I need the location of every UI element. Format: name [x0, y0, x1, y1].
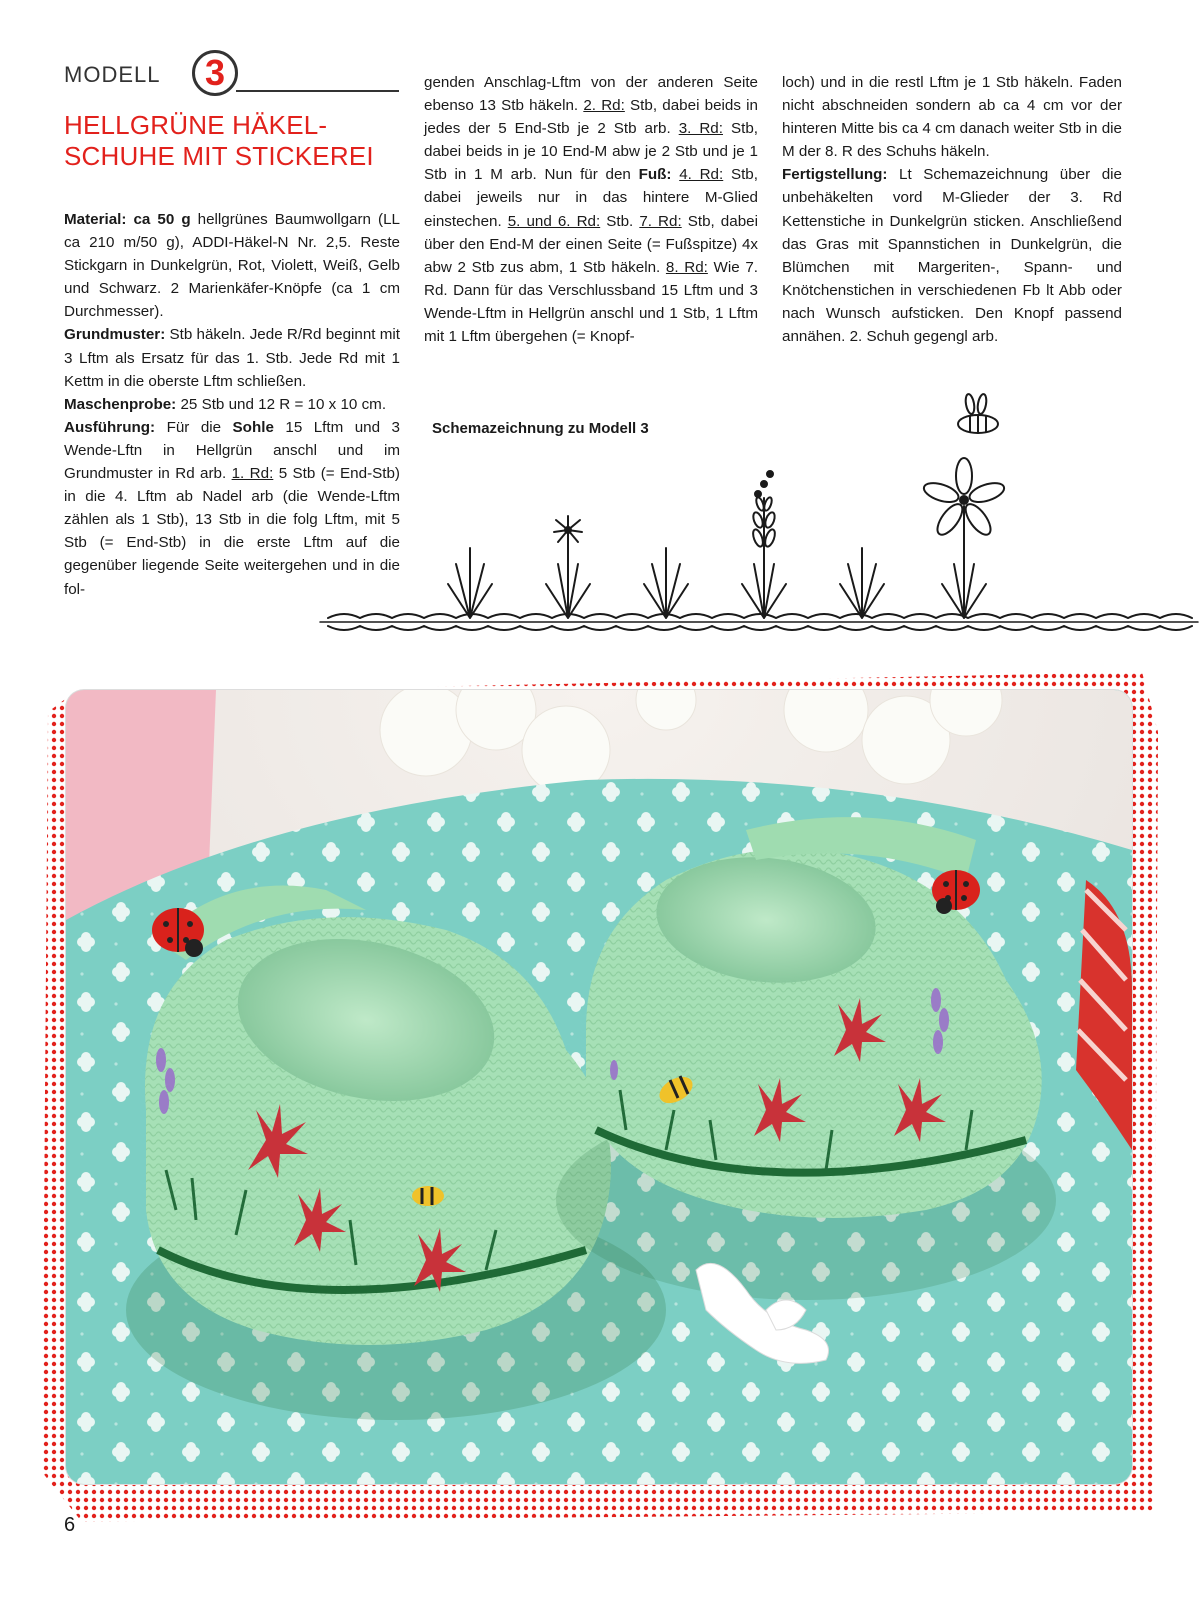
- col2-text-g: Stb, dabei über den End-M der einen Seite (= Fußspitze) 4x abw 2 Stb zus abm, 1 Stb häkeln.: [424, 212, 758, 276]
- rd1-text: 5 Stb (= End-Stb) in die 4. Lftm ab Nadel arb (die Wende-Lftm zählen als 1 Stb), 13 Stb in die folg Lftm, mit 5 Stb (= End-Stb) in die erste Lftm auf die gegenüber liegende Seite weitergehen und in die fol-: [64, 465, 400, 598]
- title-line-1: HELLGRÜNE HÄKEL-: [64, 110, 328, 140]
- maschenprobe-text: 25 Stb und 12 R = 10 x 10 cm.: [176, 395, 387, 413]
- modell-header: [64, 50, 399, 96]
- ausfuehrung-text-b: 15 Lftm und 3 Wende-Lftn in Hellgrün anschl und im Grundmuster in Rd arb.: [64, 418, 400, 483]
- ausfuehrung-text-a: Für die: [155, 418, 233, 436]
- rd8-label: 8. Rd:: [665, 258, 708, 276]
- col2-text-f: Stb.: [600, 212, 640, 230]
- rd2-label: 2. Rd:: [583, 97, 625, 115]
- col3-text-a: loch) und in die restl Lftm je 1 Stb häkeln. Faden nicht abschneiden sondern ab ca 4 cm vor der hinteren Mitte bis ca 4 cm danach weiter Stb in die M der 8. R des Schuhs häkeln.: [782, 74, 1122, 161]
- col2-text-h: Wie 7. Rd. Dann für das Verschlussband 15 Lftm und 3 Wende-Lftm in Hellgrün anschl und 1 Stb, 1 Lftm mit 1 Lftm übergehen (= Knopf-: [424, 258, 758, 346]
- title-line-2: SCHUHE MIT STICKEREI: [64, 141, 374, 171]
- rd56-label: 5. und 6. Rd:: [507, 212, 601, 230]
- col3-text-b: Lt Schemazeichnung über die unbehäkelten vord M-Glieder der 3. Rd Kettenstiche in Dunkelgrün sticken. Anschließend das Gras mit Spannstichen in Dunkelgrün, die Blümchen mit Margeriten-, Spann- und Knötchenstichen in verschiedenen Fb lt Abb oder nach Wunsch aufsticken. Den Knopf passend annähen. 2. Schuh gegengl arb.: [782, 166, 1122, 346]
- rd7-label: 7. Rd:: [639, 212, 682, 230]
- col2-text-c: Stb, dabei beids in je 10 End-M abw je 2 Stb und je 1 Stb in 1 M arb. Nun für den: [424, 120, 758, 184]
- grundmuster-paragraph: [64, 323, 400, 392]
- fertig-label: Fertigstellung:: [782, 166, 888, 184]
- col2-paragraph: [424, 71, 758, 348]
- product-photo: [66, 690, 1132, 1484]
- lavender-icon: [751, 471, 777, 558]
- text-column-2: [424, 71, 758, 348]
- fertig-paragraph: [782, 163, 1122, 348]
- material-text: hellgrünes Baumwollgarn (LL ca 210 m/50 g), ADDI-Häkel-N Nr. 2,5. Reste Stickgarn in Dunkelgrün, Rot, Violett, Weiß, Gelb und Schwarz. 2 Marienkäfer-Knöpfe (ca 1 cm Durchmesser).: [64, 211, 400, 321]
- material-paragraph: [64, 208, 400, 323]
- material-label: Material: ca 50 g: [64, 211, 191, 228]
- col2-text-e: Stb, dabei jeweils nur in das hintere M-Glied einstechen.: [424, 166, 758, 230]
- rd3-label: 3. Rd:: [678, 120, 723, 138]
- col2-text-a: genden Anschlag-Lftm von der anderen Seite ebenso 13 Stb häkeln.: [424, 74, 758, 115]
- fuss-label: Fuß:: [638, 166, 672, 184]
- text-column-3: [782, 71, 1122, 348]
- page-number: 6: [64, 1514, 76, 1536]
- col3-paragraph-a: [782, 71, 1122, 163]
- grass-tufts: [448, 548, 986, 618]
- modell-label: MODELL: [64, 62, 161, 87]
- flower-icon: [922, 458, 1007, 558]
- grundmuster-text: Stb häkeln. Jede R/Rd beginnt mit 3 Lftm als Ersatz für das 1. Stb. Jede Rd mit 1 Kettm in die oberste Lftm schließen.: [64, 326, 400, 390]
- bee-embroidery-left: [412, 1186, 444, 1206]
- rd4-label: 4. Rd:: [679, 166, 724, 184]
- page-title: [64, 110, 404, 172]
- crochet-shoes-illustration: [66, 690, 1132, 1484]
- modell-number: 3: [192, 50, 238, 96]
- col2-text-b: Stb, dabei beids in jedes der 5 End-Stb je 2 Stb arb.: [424, 97, 758, 138]
- schema-drawing: [318, 388, 1200, 650]
- chain-stitch-line: [320, 614, 1198, 630]
- rd1-label: 1. Rd:: [231, 465, 274, 483]
- schema-title: Schemazeichnung zu Modell 3: [432, 420, 649, 437]
- maschenprobe-label: Maschenprobe:: [64, 395, 177, 413]
- sohle-label: Sohle: [232, 418, 274, 436]
- grundmuster-label: Grundmuster:: [64, 326, 166, 344]
- modell-rule: [236, 90, 399, 92]
- ausfuehrung-label: Ausführung:: [64, 418, 156, 436]
- bee-icon: [958, 393, 998, 433]
